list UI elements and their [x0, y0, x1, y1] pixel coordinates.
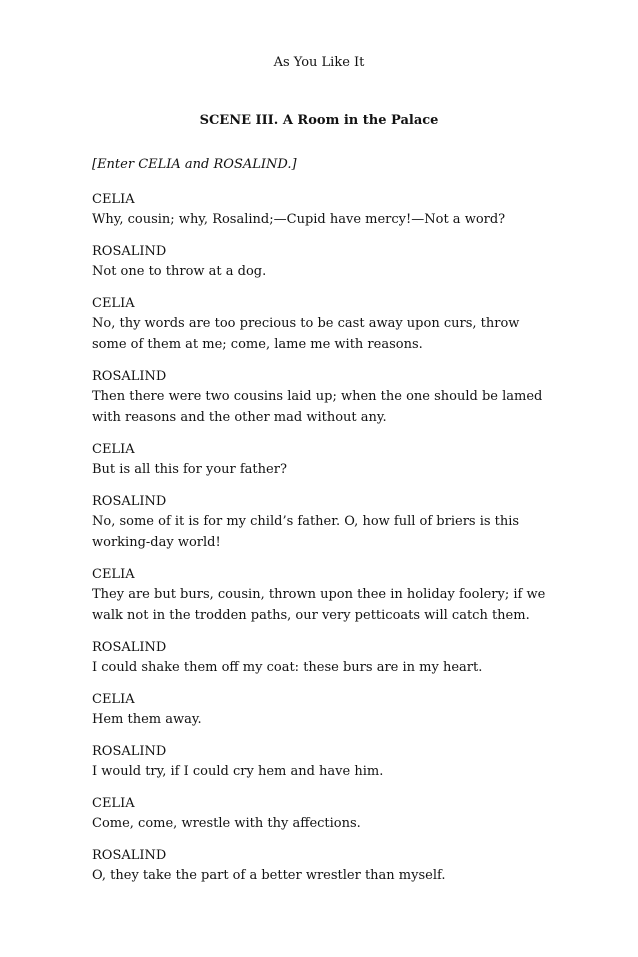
stage-direction: [Enter CELIA and ROSALIND.] [92, 157, 297, 172]
speech [92, 191, 552, 230]
speaker-name: ROSALIND [92, 244, 167, 259]
speaker-name: CELIA [92, 192, 135, 207]
speaker-name: CELIA [92, 692, 135, 707]
speech [92, 295, 552, 355]
dialogue-line: Not one to throw at a dog. [92, 264, 267, 279]
speaker-name: ROSALIND [92, 848, 167, 863]
speech [92, 743, 552, 782]
speech [92, 795, 552, 834]
speaker-name: ROSALIND [92, 369, 167, 384]
speaker-name: CELIA [92, 442, 135, 457]
dialogue-line: No, thy words are too precious to be cast away upon curs, throw [92, 316, 520, 331]
speaker-name: CELIA [92, 796, 135, 811]
scene-heading: SCENE III. A Room in the Palace [199, 113, 439, 128]
dialogue-line: I could shake them off my coat: these burs are in my heart. [92, 660, 483, 675]
speaker-name: CELIA [92, 296, 135, 311]
dialogue-line: walk not in the trodden paths, our very petticoats will catch them. [92, 608, 530, 623]
speech [92, 493, 552, 553]
speech [92, 441, 552, 480]
speech [92, 566, 552, 626]
speaker-name: ROSALIND [92, 640, 167, 655]
dialogue-line: Why, cousin; why, Rosalind;—Cupid have mercy!—Not a word? [92, 212, 506, 227]
dialogue-line: They are but burs, cousin, thrown upon thee in holiday foolery; if we [92, 587, 546, 602]
dialogue-line: But is all this for your father? [92, 462, 287, 477]
dialogue-line: No, some of it is for my child’s father. O, how full of briers is this [92, 514, 520, 529]
dialogue-line: Come, come, wrestle with thy affections. [92, 816, 361, 831]
speaker-name: ROSALIND [92, 494, 167, 509]
dialogue-block [92, 191, 552, 899]
speech [92, 368, 552, 428]
speech [92, 639, 552, 678]
dialogue-line: working-day world! [92, 535, 221, 550]
dialogue-line: O, they take the part of a better wrestler than myself. [92, 868, 446, 883]
dialogue-line: Hem them away. [92, 712, 202, 727]
dialogue-line: with reasons and the other mad without any. [92, 410, 387, 425]
speech [92, 691, 552, 730]
speech [92, 847, 552, 886]
speaker-name: ROSALIND [92, 744, 167, 759]
speech [92, 243, 552, 282]
dialogue-line: I would try, if I could cry hem and have him. [92, 764, 384, 779]
speaker-name: CELIA [92, 567, 135, 582]
dialogue-line: some of them at me; come, lame me with reasons. [92, 337, 423, 352]
running-title: As You Like It [273, 55, 365, 70]
dialogue-line: Then there were two cousins laid up; when the one should be lamed [92, 389, 543, 404]
